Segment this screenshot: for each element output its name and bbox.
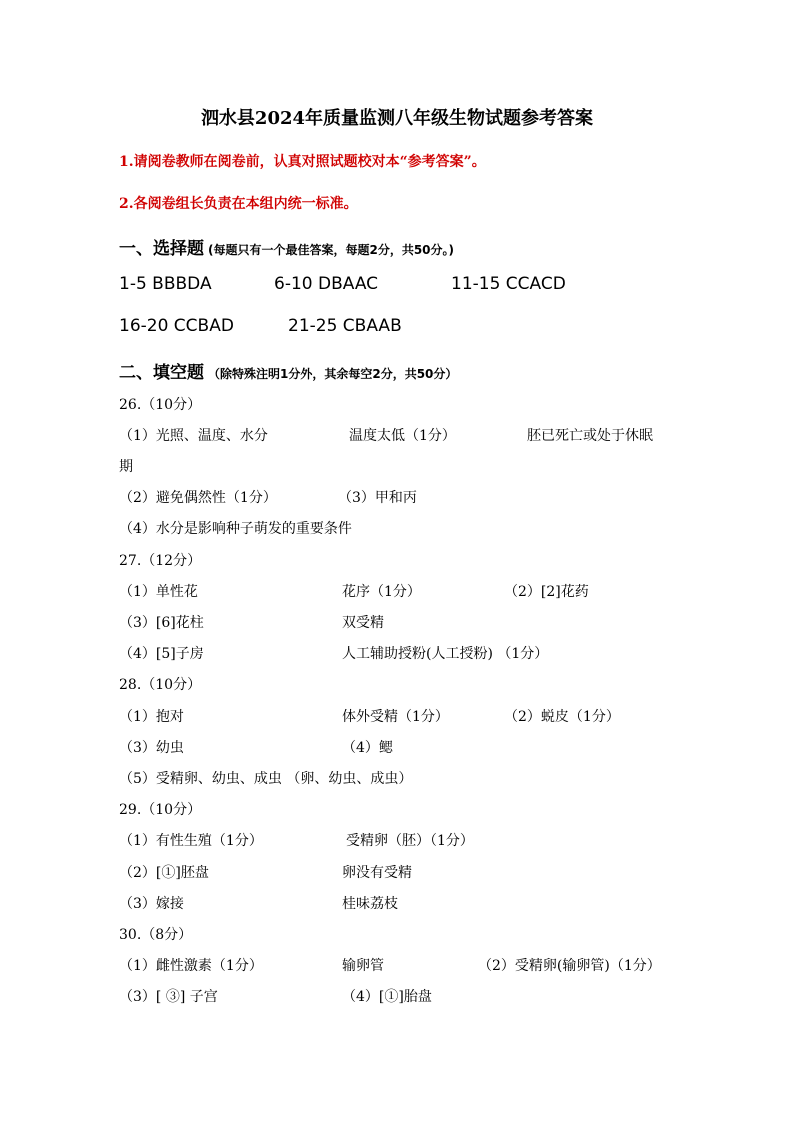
q27-answer-1b: 花序（1分） [342,584,421,600]
q26-heading: 26.（10分） [119,397,202,413]
section-choice-desc: (每题只有一个最佳答案，每题2分，共50分。) [208,243,455,257]
q28-answer-4: （4）鳃 [342,740,393,756]
mc-answer-21-25: 21-25 CBAAB [288,316,402,336]
q27-heading: 27.（12分） [119,553,202,569]
q28-answer-3: （3）幼虫 [119,740,184,756]
q28-answer-1a: （1）抱对 [119,709,184,725]
q26-answer-3: （3）甲和丙 [338,490,417,506]
section-fill-desc: （除特殊注明1分外，其余每空2分，共50分） [208,367,458,381]
q26-answer-1c: 胚已死亡或处于休眠 [527,428,653,444]
q28-answer-5: （5）受精卵、幼虫、成虫 （卵、幼虫、成虫） [119,771,413,787]
q28-answer-1b: 体外受精（1分） [342,709,449,725]
section-choice-title: 一、选择题 [119,239,204,259]
q29-answer-1b: 受精卵（胚）（1分） [346,833,474,849]
q26-answer-1b: 温度太低（1分） [349,428,456,444]
section-fill-title: 二、填空题 [119,363,204,383]
mc-answer-1-5: 1-5 BBBDA [119,274,212,294]
section-choice-heading [119,234,454,259]
mc-answer-11-15: 11-15 CCACD [451,274,566,294]
q30-answer-1a: （1）雌性激素（1分） [119,958,263,974]
q28-heading: 28.（10分） [119,677,202,693]
q30-answer-3: （3）[ ③] 子宫 [119,989,218,1005]
page-title: 泗水县2024年质量监测八年级生物试题参考答案 [200,108,594,129]
q29-heading: 29.（10分） [119,802,202,818]
q27-answer-3a: （3）[6]花柱 [119,615,204,631]
q27-answer-4a: （4）[5]子房 [119,646,204,662]
q30-answer-4: （4）[①]胎盘 [342,989,432,1005]
q26-answer-2: （2）避免偶然性（1分） [119,490,277,506]
mc-answer-6-10: 6-10 DBAAC [274,274,379,294]
q28-answer-2: （2）蜕皮（1分） [504,709,620,725]
note-2: 2.各阅卷组长负责在本组内统一标准。 [119,196,358,212]
q30-heading: 30.（8分） [119,927,193,943]
q26-answer-4: （4）水分是影响种子萌发的重要条件 [119,521,352,537]
q29-answer-3b: 桂味荔枝 [342,896,398,912]
q29-answer-3a: （3）嫁接 [119,896,184,912]
q27-answer-1a: （1）单性花 [119,584,198,600]
q29-answer-1a: （1）有性生殖（1分） [119,833,263,849]
q27-answer-3b: 双受精 [342,615,384,631]
q29-answer-2a: （2）[①]胚盘 [119,865,209,881]
q26-answer-1a: （1）光照、温度、水分 [119,428,268,444]
q26-answer-1c-cont: 期 [119,459,133,475]
q30-answer-2: （2）受精卵(输卵管)（1分） [478,958,661,974]
q30-answer-1b: 输卵管 [342,958,384,974]
q27-answer-2: （2）[2]花药 [504,584,589,600]
q27-answer-4b: 人工辅助授粉(人工授粉) （1分） [342,646,549,662]
q29-answer-2b: 卵没有受精 [342,865,412,881]
mc-answer-16-20: 16-20 CCBAD [119,316,234,336]
section-fill-heading [119,358,457,383]
note-1: 1.请阅卷教师在阅卷前，认真对照试题校对本“参考答案”。 [119,154,486,170]
